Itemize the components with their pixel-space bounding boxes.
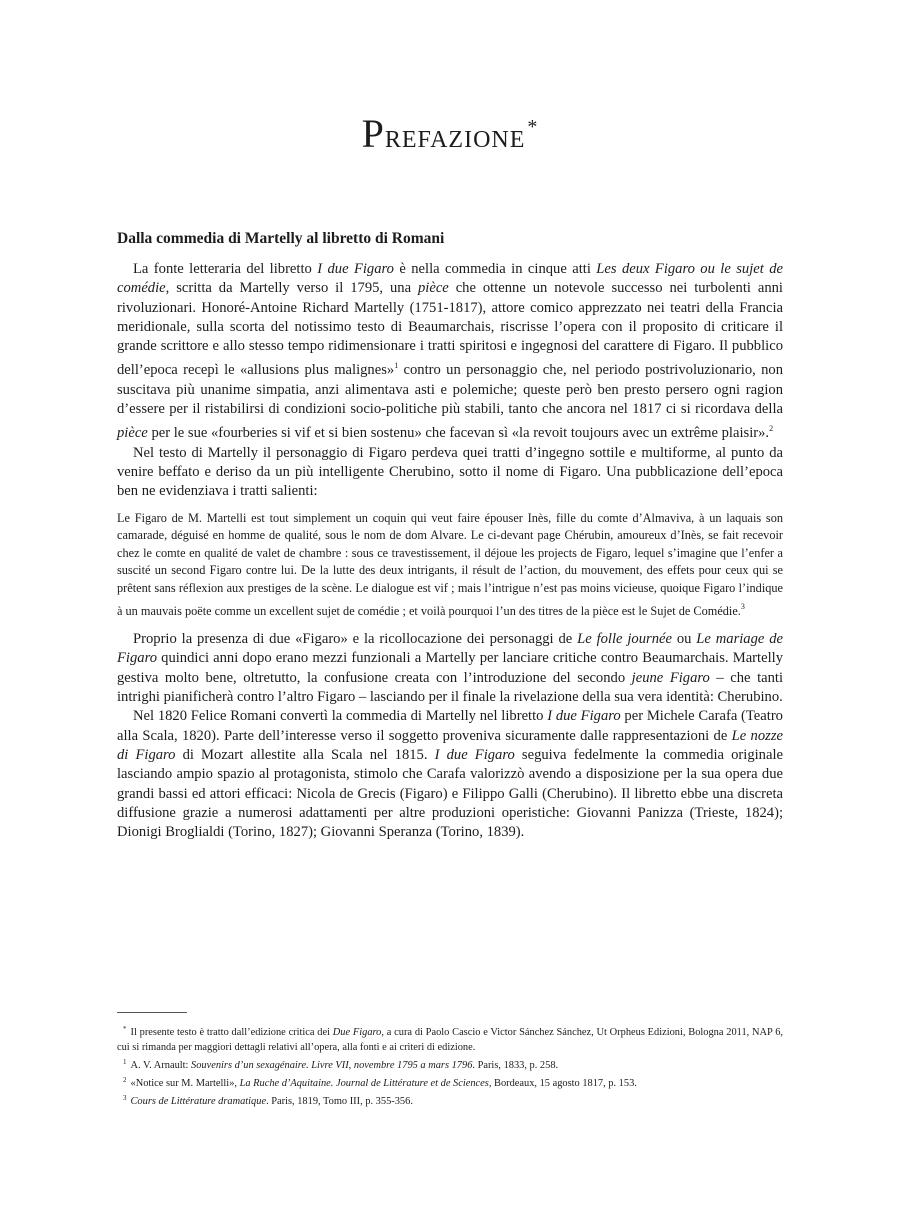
footnote-mark: 1	[123, 1058, 127, 1066]
title-italic: Souvenirs d’un sexagénaire. Livre VII, novembre 1795 a mars 1796	[191, 1060, 473, 1071]
footnote-2	[117, 1073, 783, 1091]
word-italic: jeune Figaro	[631, 669, 710, 686]
word-italic: pièce	[417, 280, 449, 297]
text-run: Nel 1820 Felice Romani convertì la commedia di Martelly nel libretto	[133, 708, 548, 725]
paragraph-2: Nel testo di Martelly il personaggio di Figaro perdeva quei tratti d’ingegno sottile e multiforme, al punto da venire beffato e deriso da un più intelligente Cherubino, sotto il nome di Figaro. Una pubblicazione dell’epoca ben ne evidenziava i tratti salienti:	[117, 444, 783, 500]
section-heading: Dalla commedia di Martelly al libretto di Romani	[117, 230, 445, 247]
footnote-star	[117, 1022, 783, 1055]
text-run: di Mozart allestite alla Scala nel 1815.	[175, 746, 435, 763]
text-run: . Paris, 1819, Tomo III, p. 355-356.	[266, 1096, 413, 1107]
title-italic: Le nozze di Figaro	[117, 727, 783, 763]
title-italic: Due Figaro	[332, 1027, 382, 1038]
text-run: A. V. Arnault:	[130, 1060, 192, 1071]
word-italic: pièce	[117, 425, 148, 442]
text-run: che ottenne un notevole successo nei turbolenti anni rivoluzionari. Honoré-Antoine Richard Martelly (1751-1817), attore comico apprezzato nei teatri della Francia meridionale, sulla scorta del notissimo testo di Beaumarchais, riscrisse l’opera con il proposito di criticare il grande scrittore e allo stesso tempo ridimensionare i tratti spiritosi e ingegnosi del carattere di Figaro. Il pubblico dell’epoca recepì le «allusions plus malignes»	[117, 280, 783, 379]
text-run: Il presente testo è tratto dall’edizione critica dei	[130, 1027, 333, 1038]
title-initial: P	[361, 111, 385, 156]
text-run: è nella commedia in cinque atti	[393, 261, 597, 277]
footnote-mark: *	[123, 1025, 127, 1033]
title-italic: Le mariage de Figaro	[117, 631, 784, 667]
footnotes	[117, 1022, 783, 1109]
quote-text: Le Figaro de M. Martelli est tout simplement un coquin qui veut faire épouser Inès, fille du comte d’Almaviva, à un laquais son camarade, déguisé en homme de qualité, sous le nom de dom Alvare. Le ci-devant page Chérubin, amoureux d’Inès, se fait recevoir chez le comte en qualité de valet de chambre : sous ce travestissement, il déjoue les projects de Figaro, lequel s’imagine que l’enfer a suscité un second Figaro contre lui. De la lutte des deux intrigants, il résult de l’action, du mouvement, des effets pour ceux qui se prêtent sans réflexion aux prestiges de la scène. Le dialogue est vif ; mais l’intrigue n’est pas moins vicieuse, quoique Figaro l’indique à un mauvais poëte comme un excellent sujet de comédie ; et voilà pourquoi l’un des titres de la pièce est le Sujet de Comédie.	[117, 510, 783, 618]
title-italic: Les deux Figaro ou le sujet de comédie	[117, 261, 783, 297]
title-italic: I due Figaro	[434, 746, 515, 763]
paragraph-1	[117, 260, 783, 444]
footnote-mark: 2	[123, 1076, 127, 1084]
paragraph-3	[117, 630, 783, 707]
text-run: La fonte letteraria del libretto	[133, 261, 318, 277]
paragraph-4	[117, 707, 783, 842]
title-italic: I due Figaro	[547, 708, 621, 725]
text-run: , a cura di Paolo Cascio e Victor Sánchez Sánchez, Ut Orpheus Edizioni, Bologna 2011, NAP 6, cui si rimanda per maggiori dettagli relativi all’opera, alla fonti e ai criteri di edizione.	[117, 1027, 784, 1053]
footnote-1	[117, 1055, 783, 1073]
text-run: per le sue «fourberies si vif et si bien sostenu» che facevan sì «la revoit toujours avec un extrême plaisir».	[147, 425, 770, 442]
text-run: contro un personaggio che, nel periodo postrivoluzionario, non suscitava più unanime simpatia, anzi alimentava asti e polemiche; queste però ben presto persero ogni ragion d’essere per il ristabilirsi di condizioni socio-politiche più stabili, tanto che ancora nel 1817 ci si ricordava della	[117, 362, 784, 418]
page-title	[0, 110, 900, 157]
footnote-3	[117, 1091, 783, 1109]
title-footnote-mark: *	[527, 116, 539, 138]
title-italic: Cours de Littérature dramatique	[130, 1096, 267, 1107]
block-quote	[117, 510, 783, 621]
footnote-ref-1[interactable]: 1	[394, 361, 399, 371]
footnote-mark: 3	[123, 1094, 127, 1102]
footnote-ref-3[interactable]: 3	[740, 601, 745, 611]
main-text	[117, 230, 783, 842]
text-run: . Paris, 1833, p. 258.	[472, 1060, 559, 1071]
text-run: ou	[671, 631, 697, 648]
text-run: Proprio la presenza di due «Figaro» e la ricollocazione dei personaggi de	[133, 631, 578, 648]
footnote-divider	[117, 1012, 187, 1013]
text-run: per Michele Carafa (Teatro alla Scala, 1820). Parte dell’interesse verso il soggetto proveniva sicuramente dalle rappresentazioni de	[117, 708, 783, 744]
text-run: «Notice sur M. Martelli»,	[130, 1078, 240, 1089]
footnote-ref-2[interactable]: 2	[769, 424, 774, 434]
text-run: quindici anni dopo erano mezzi funzionali a Martelly per lanciare critiche contro Beaumarchais. Martelly gestiva molto bene, oltretutto, la confusione creata con l’introduzione del secondo	[117, 650, 783, 686]
title-rest: refazione	[384, 118, 526, 155]
title-italic: Le folle journée	[577, 631, 672, 648]
text-run: , scritta da Martelly verso il 1795, una	[165, 280, 418, 297]
text-run: – che tanti intrighi pianificherà contro l’altro Figaro – lasciando per il finale la rivelazione della sua vera identità: Cherubino.	[117, 669, 784, 706]
title-italic: I due Figaro	[317, 261, 394, 277]
title-italic: La Ruche d’Aquitaine. Journal de Littérature et de Sciences	[239, 1078, 489, 1089]
text-run: , Bordeaux, 15 agosto 1817, p. 153.	[488, 1078, 637, 1089]
text-run: seguiva fedelmente la commedia originale lasciando ampio spazio al protagonista, stimolo che Carafa valorizzò avendo a disposizione per la sua opera due grandi bassi ed attori efficaci: Nicola de Grecis (Figaro) e Filippo Galli (Cherubino). Il libretto ebbe una discreta diffusione grazie a numerosi adattamenti per altre produzioni operistiche: Giovanni Panizza (Trieste, 1824); Dionigi Broglialdi (Torino, 1827); Giovanni Speranza (Torino, 1839).	[117, 746, 783, 841]
